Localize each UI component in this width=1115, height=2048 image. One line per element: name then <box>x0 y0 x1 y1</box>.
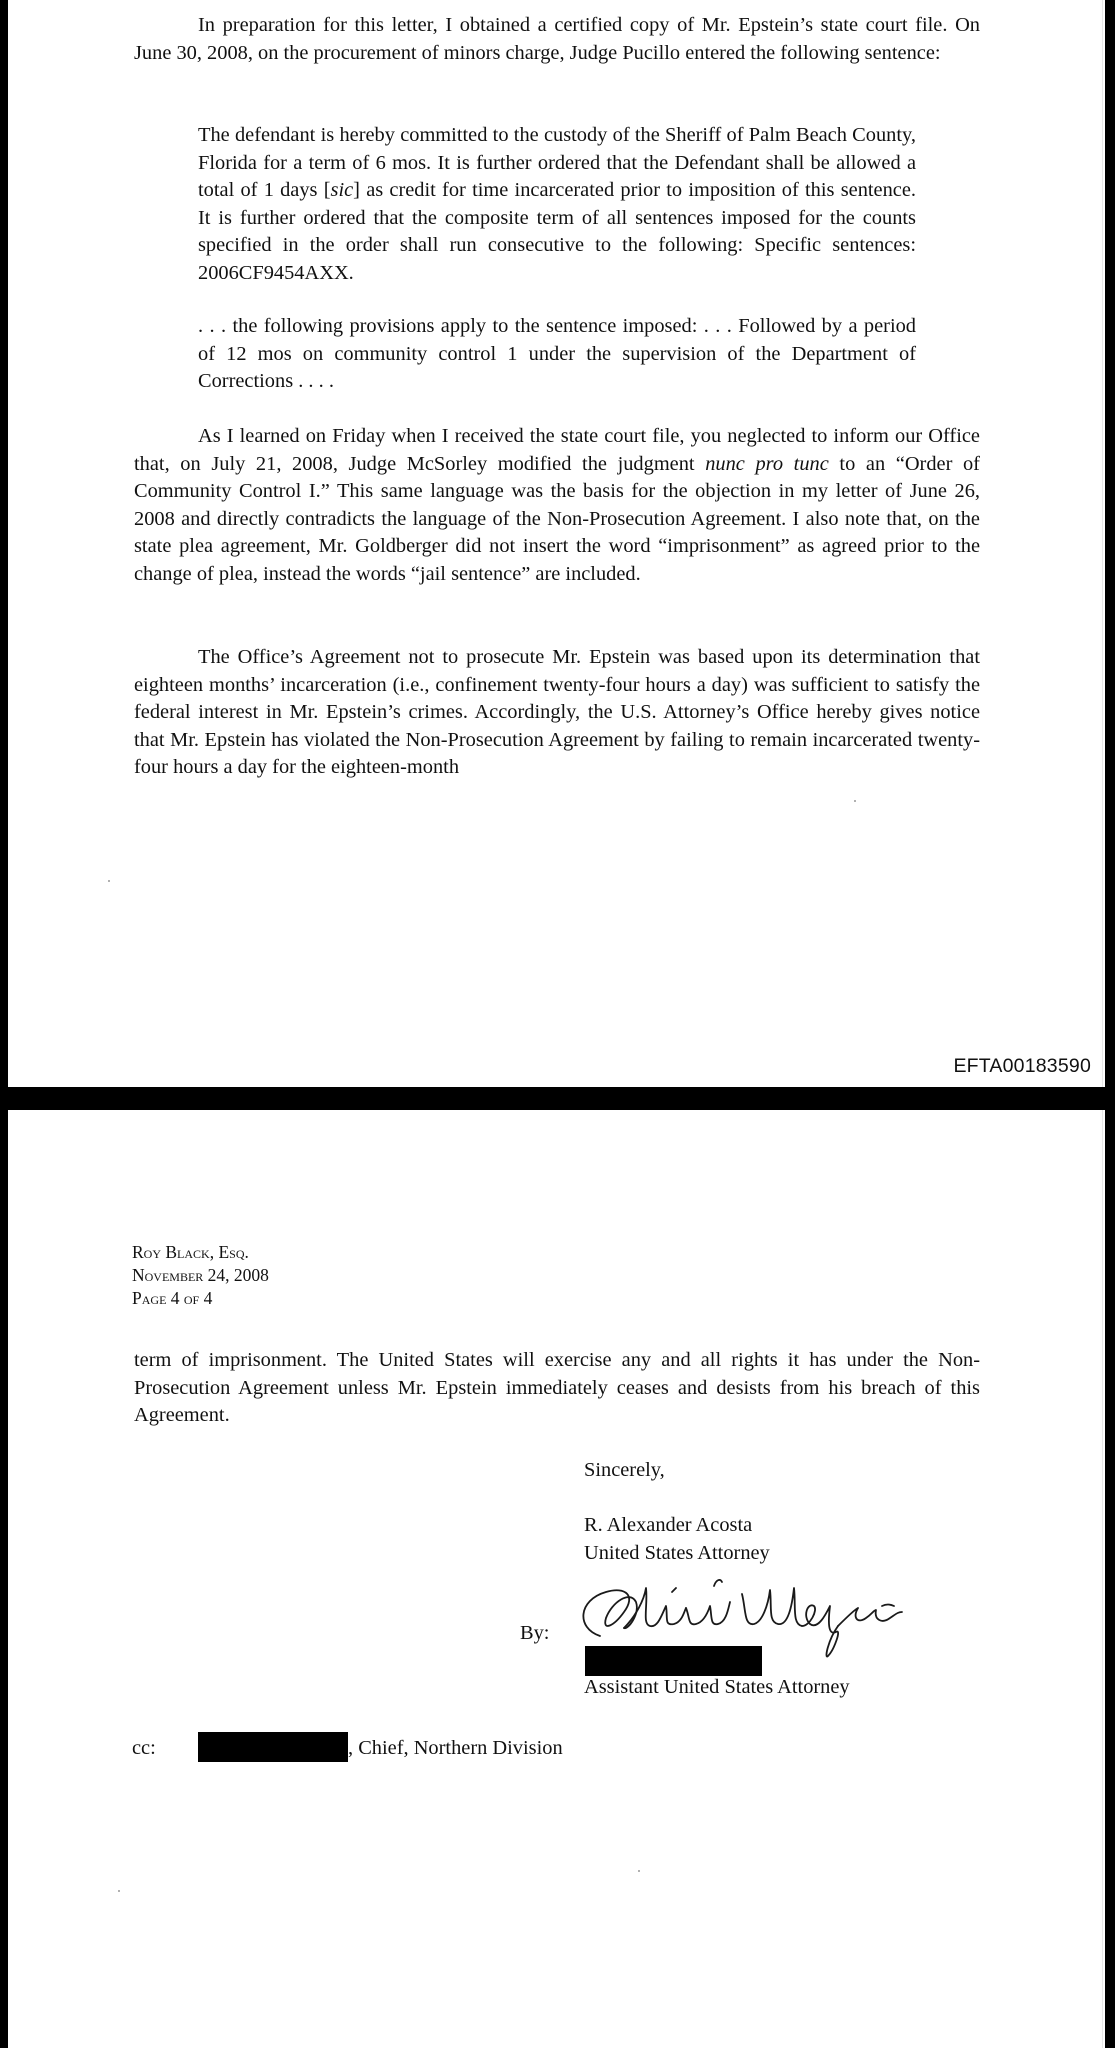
signer-name: R. Alexander Acosta <box>584 1514 753 1536</box>
cc-label: cc: <box>132 1737 156 1759</box>
header-date: November 24, 2008 <box>132 1265 269 1285</box>
para2-text-b: to an “Order of Community Control I.” This same language was the basis for the objection in my letter of June 26, 2008 and directly contradicts the language of the Non-Prosecution Agreement. I also note that, on the state plea agreement, Mr. Goldberger did not insert the word “imprisonment” as agreed prior to the change of plea, instead the words “jail sentence” are included. <box>134 452 980 585</box>
paragraph-state-court-file: In preparation for this letter, I obtained a certified copy of Mr. Epstein’s state court file. On June 30, 2008, on the procurement of minors charge, Judge Pucillo entered the following sentence: <box>134 14 980 64</box>
header-page-number: Page 4 of 4 <box>132 1288 213 1308</box>
letter-page-4 <box>8 1110 1105 2048</box>
letter-page-3 <box>8 0 1105 1087</box>
sic-italic: sic <box>330 179 354 201</box>
cc-text: , Chief, Northern Division <box>348 1737 563 1759</box>
scan-speck <box>638 1870 640 1872</box>
scan-speck <box>108 880 110 882</box>
para2-text-a: As I learned on Friday when I received the state court file, you neglected to inform our Office that, on July 21, 2008, Judge McSorley modified the judgment <box>134 425 980 475</box>
scan-speck <box>118 1890 120 1892</box>
paragraph-violation-notice: The Office’s Agreement not to prosecute Mr. Epstein was based upon its determination that eighteen months’ incarceration (i.e., confinement twenty-four hours a day) was sufficient to satisfy the federal interest in Mr. Epstein’s crimes. Accordingly, the U.S. Attorney’s Office hereby gives notice that Mr. Epstein has violated the Non-Prosecution Agreement by failing to remain incarcerated twenty-four hours a day for the eighteen-month <box>134 646 980 778</box>
paragraph-community-control <box>134 423 980 588</box>
by-label: By: <box>520 1622 550 1644</box>
closing-salutation: Sincerely, <box>584 1459 665 1481</box>
quoted-sentence-1 <box>198 122 916 287</box>
page-edge <box>1102 1110 1103 2048</box>
handwritten-signature-icon <box>566 1566 916 1666</box>
scan-speck <box>854 800 856 802</box>
quote1-text-b: ] as credit for time incarcerated prior to imposition of this sentence. It is further ordered that the composite term of all sentences imposed for the counts specified in the order shall run consecutive to the following: Specific sentences: 2006CF9454AXX. <box>198 179 916 284</box>
header-recipient: Roy Black, Esq. <box>132 1242 249 1262</box>
quote1-text-a: The defendant is hereby committed to the custody of the Sheriff of Palm Beach County, Florida for a term of 6 mos. It is further ordered that the Defendant shall be allowed a total of 1 days [ <box>198 124 916 201</box>
assistant-title: Assistant United States Attorney <box>584 1676 850 1698</box>
paragraph-closing-notice: term of imprisonment. The United States will exercise any and all rights it has under the Non-Prosecution Agreement unless Mr. Epstein immediately ceases and desists from his breach of this Agreement. <box>134 1349 980 1426</box>
redacted-name-cc <box>198 1732 348 1762</box>
document-id: EFTA00183590 <box>953 1055 1091 1077</box>
signer-title: United States Attorney <box>584 1542 770 1564</box>
quoted-sentence-2: . . . the following provisions apply to the sentence imposed: . . . Followed by a period of 12 mos on community control 1 under the supervision of the Department of Corrections . . . . <box>198 315 916 392</box>
nunc-pro-tunc-italic: nunc pro tunc <box>705 452 829 475</box>
page-edge <box>1102 0 1103 1087</box>
page-separator <box>0 1087 1115 1110</box>
